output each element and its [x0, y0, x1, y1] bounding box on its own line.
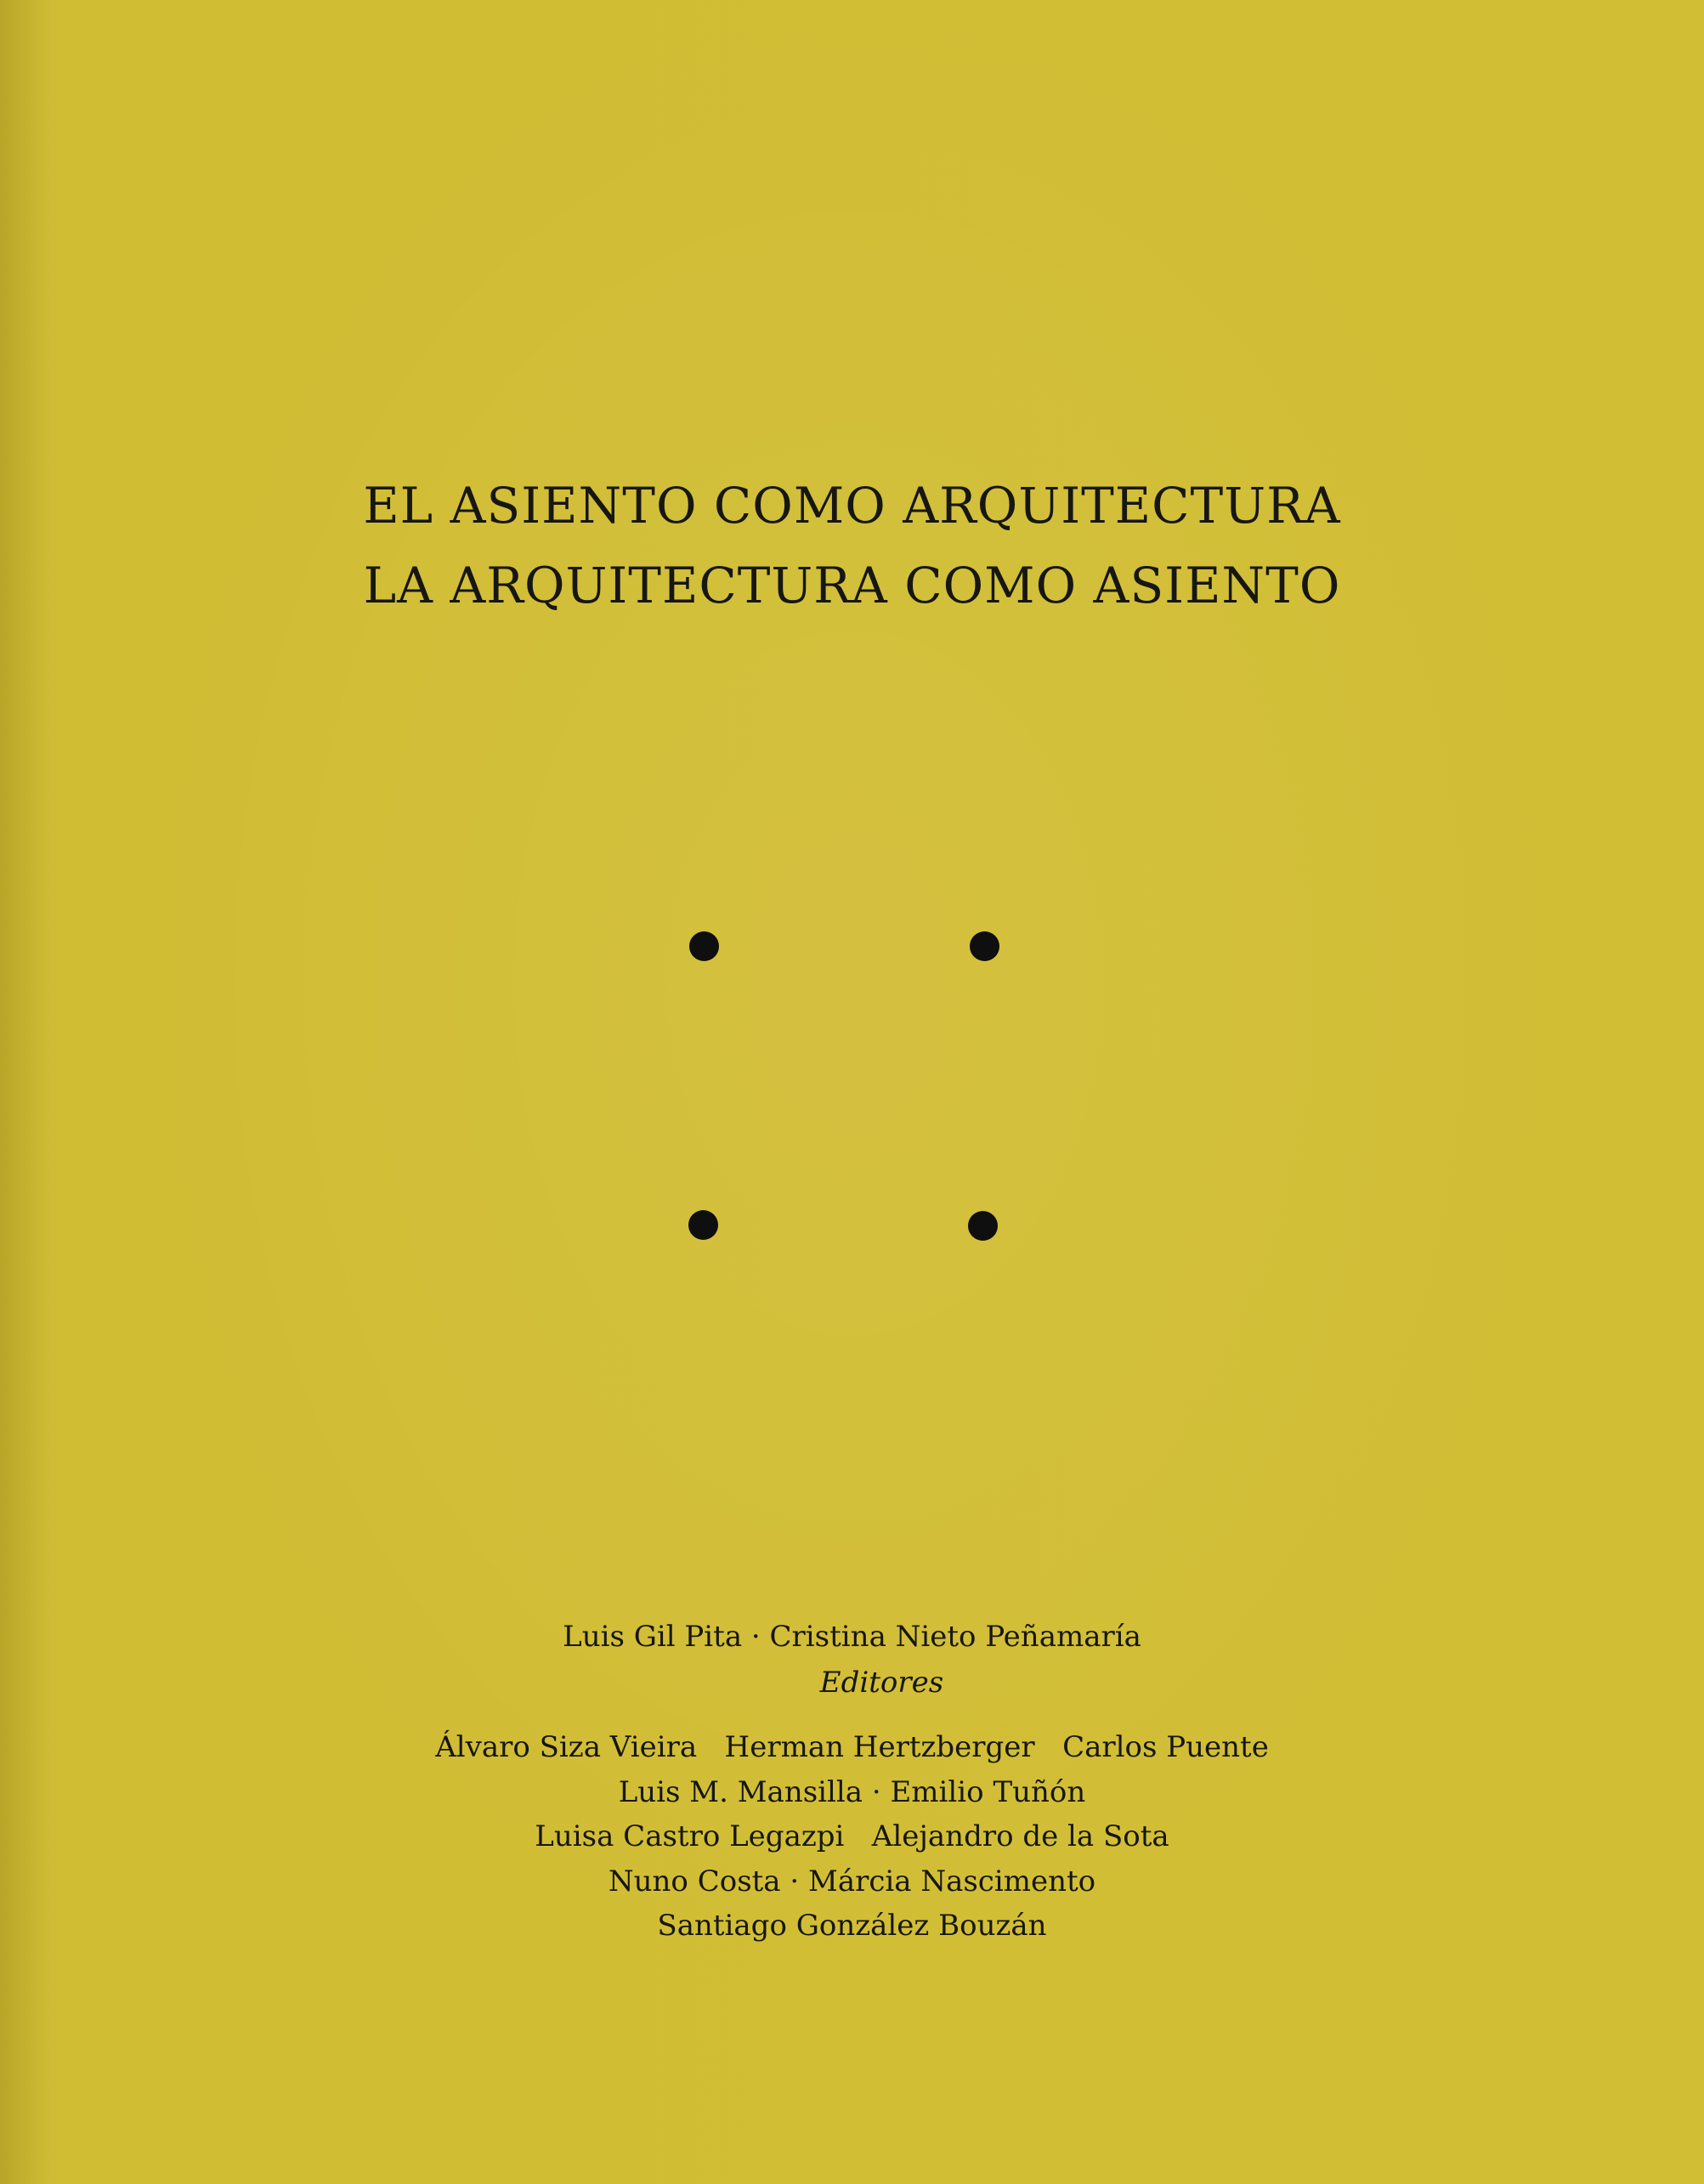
title-line-1: EL ASIENTO COMO ARQUITECTURA	[363, 477, 1341, 535]
dot-bottom-left	[688, 1210, 718, 1240]
dot-top-right	[970, 931, 999, 961]
contributor-line: Nuno Costa · Márcia Nascimento	[608, 1864, 1096, 1898]
editors-names: Luis Gil Pita · Cristina Nieto Peñamaría	[563, 1620, 1141, 1654]
dot-bottom-right	[968, 1211, 998, 1241]
book-title	[0, 466, 1704, 625]
dot-top-left	[689, 931, 719, 961]
contributor-line: Luis M. Mansilla · Emilio Tuñón	[618, 1774, 1086, 1809]
contributors-list	[0, 1725, 1704, 1949]
contributor-line: Santiago González Bouzán	[657, 1909, 1047, 1943]
editors-role: Editores	[819, 1666, 944, 1700]
contributor-line: Álvaro Siza Vieira Herman Hertzberger Carlos Puente	[435, 1730, 1269, 1764]
contributor-line: Luisa Castro Legazpi Alejandro de la Sota	[535, 1819, 1169, 1853]
title-line-2: LA ARQUITECTURA COMO ASIENTO	[363, 557, 1341, 614]
